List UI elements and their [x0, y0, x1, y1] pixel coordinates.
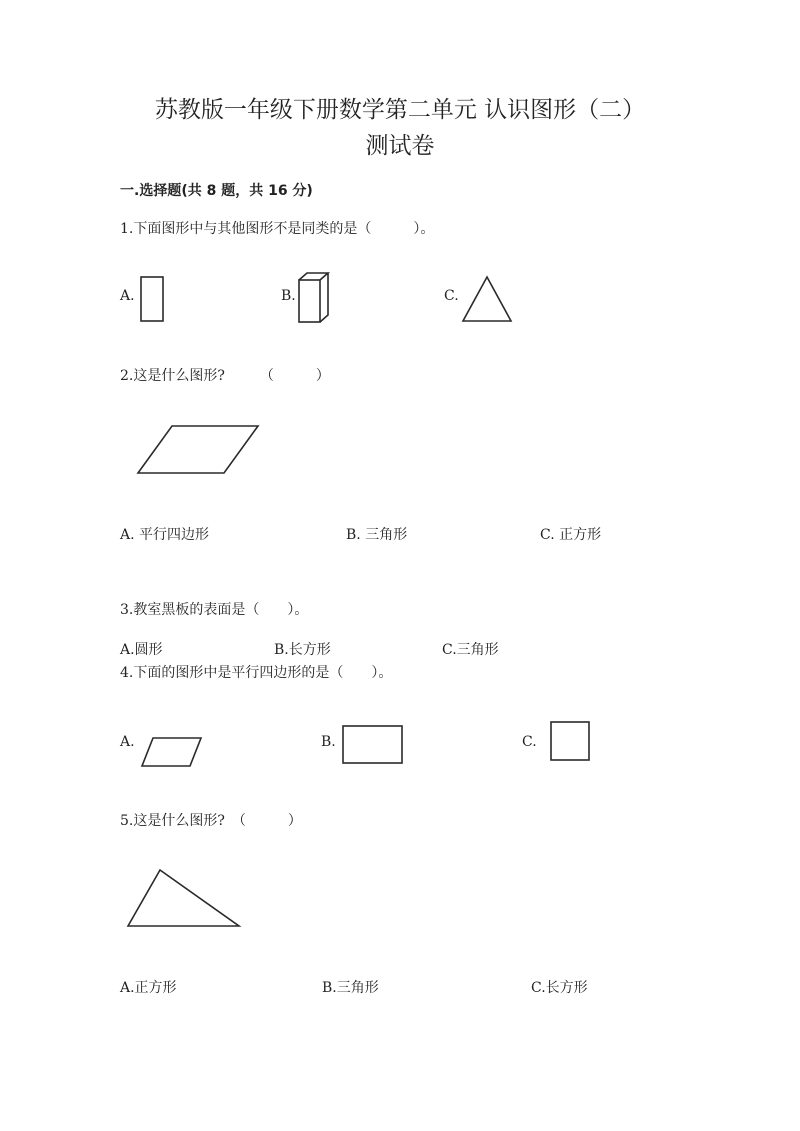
q4-square-figure [550, 721, 592, 763]
question-1-option-b: B. [281, 288, 296, 304]
q4-parallelogram-figure [141, 737, 203, 769]
q5-triangle-figure [127, 869, 242, 929]
question-2-stem: 2.这是什么图形? （ ） [120, 368, 330, 384]
q1-rectangle-figure [140, 276, 166, 322]
question-5-stem: 5.这是什么图形? （ ） [120, 813, 302, 829]
question-1-stem: 1.下面图形中与其他图形不是同类的是（ ）。 [120, 221, 435, 237]
question-2-option-c: C. 正方形 [540, 527, 602, 543]
question-4-option-a: A. [120, 734, 135, 750]
question-3-stem: 3.教室黑板的表面是（ ）。 [120, 602, 309, 618]
question-4-option-c: C. [522, 734, 537, 750]
question-4-stem: 4.下面的图形中是平行四边形的是（ ）。 [120, 665, 393, 681]
question-4-option-b: B. [321, 734, 336, 750]
q4-rectangle-figure [342, 725, 404, 765]
question-3-option-c: C.三角形 [442, 642, 499, 658]
question-5-option-a: A.正方形 [120, 980, 177, 996]
title-line-2: 测试卷 [365, 133, 435, 159]
question-1-option-a: A. [120, 288, 135, 304]
question-2-option-a: A. 平行四边形 [120, 527, 210, 543]
section-heading: 一.选择题(共 8 题，共 16 分) [120, 183, 313, 199]
question-5-option-b: B.三角形 [322, 980, 379, 996]
question-2-option-b: B. 三角形 [346, 527, 408, 543]
q1-triangle-figure [462, 276, 514, 324]
question-5-option-c: C.长方形 [531, 980, 588, 996]
question-1-option-c: C. [444, 288, 459, 304]
question-3-option-b: B.长方形 [274, 642, 331, 658]
question-3-option-a: A.圆形 [120, 642, 163, 658]
q1-cuboid-figure [298, 272, 330, 324]
title-line-1: 苏教版一年级下册数学第二单元 认识图形（二） [154, 97, 646, 123]
q2-parallelogram-figure [137, 425, 261, 475]
